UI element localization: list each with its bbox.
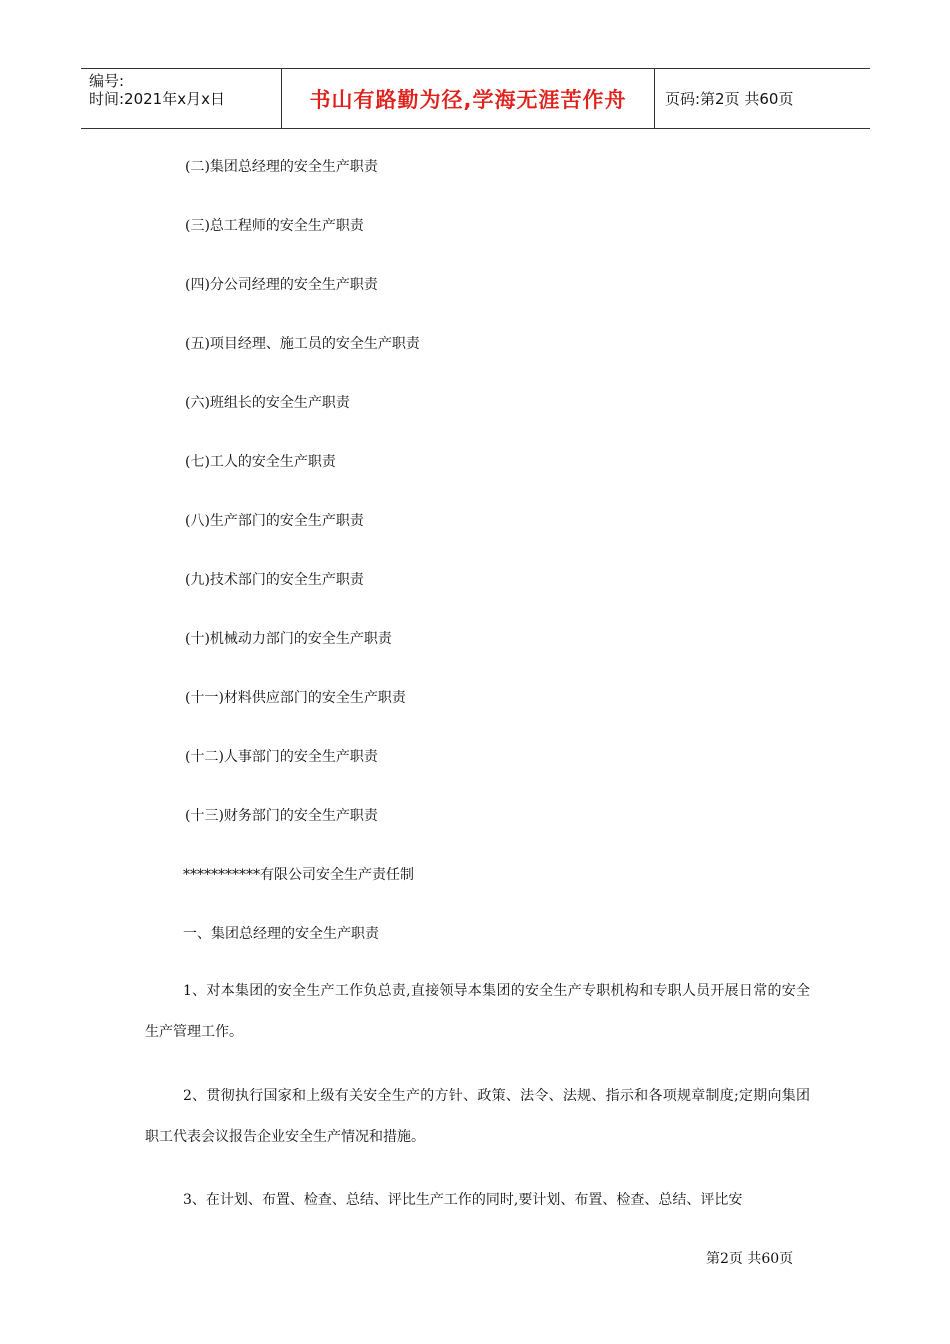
page-header [81,68,870,129]
outline-item: (四)分公司经理的安全生产职责 [185,277,378,293]
outline-item: (十二)人事部门的安全生产职责 [185,749,378,765]
outline-item: (十)机械动力部门的安全生产职责 [185,631,392,647]
outline-item: (二)集团总经理的安全生产职责 [185,159,378,175]
outline-item: (九)技术部门的安全生产职责 [185,572,364,588]
paragraph: 2、贯彻执行国家和上级有关安全生产的方针、政策、法令、法规、指示和各项规章制度;定期向集团职工代表会议报告企业安全生产情况和措施。 [145,1088,810,1145]
outline-item: (八)生产部门的安全生产职责 [185,513,364,529]
page-footer: 第2页 共60页 [706,1251,794,1267]
outline-item: (三)总工程师的安全生产职责 [185,218,364,234]
outline-item: (六)班组长的安全生产职责 [185,395,350,411]
paragraph: 1、对本集团的安全生产工作负总责,直接领导本集团的安全生产专职机构和专职人员开展日常的安全生产管理工作。 [145,983,810,1040]
outline-item: (七)工人的安全生产职责 [185,454,336,470]
paragraph: 3、在计划、布置、检查、总结、评比生产工作的同时,要计划、布置、检查、总结、评比安 [183,1192,743,1208]
document-title: ***********有限公司安全生产责任制 [183,867,414,883]
header-motto: 书山有路勤为径,学海无涯苦作舟 [282,69,655,128]
outline-item: (十三)财务部门的安全生产职责 [185,808,378,824]
header-page-info: 页码:第2页 共60页 [665,90,794,108]
number-label: 编号: [89,72,125,90]
section-heading: 一、集团总经理的安全生产职责 [183,926,379,942]
header-meta [81,69,282,128]
outline-item: (五)项目经理、施工员的安全生产职责 [185,336,420,352]
outline-item: (十一)材料供应部门的安全生产职责 [185,690,406,706]
time-label: 时间:2021年x月x日 [89,90,225,108]
